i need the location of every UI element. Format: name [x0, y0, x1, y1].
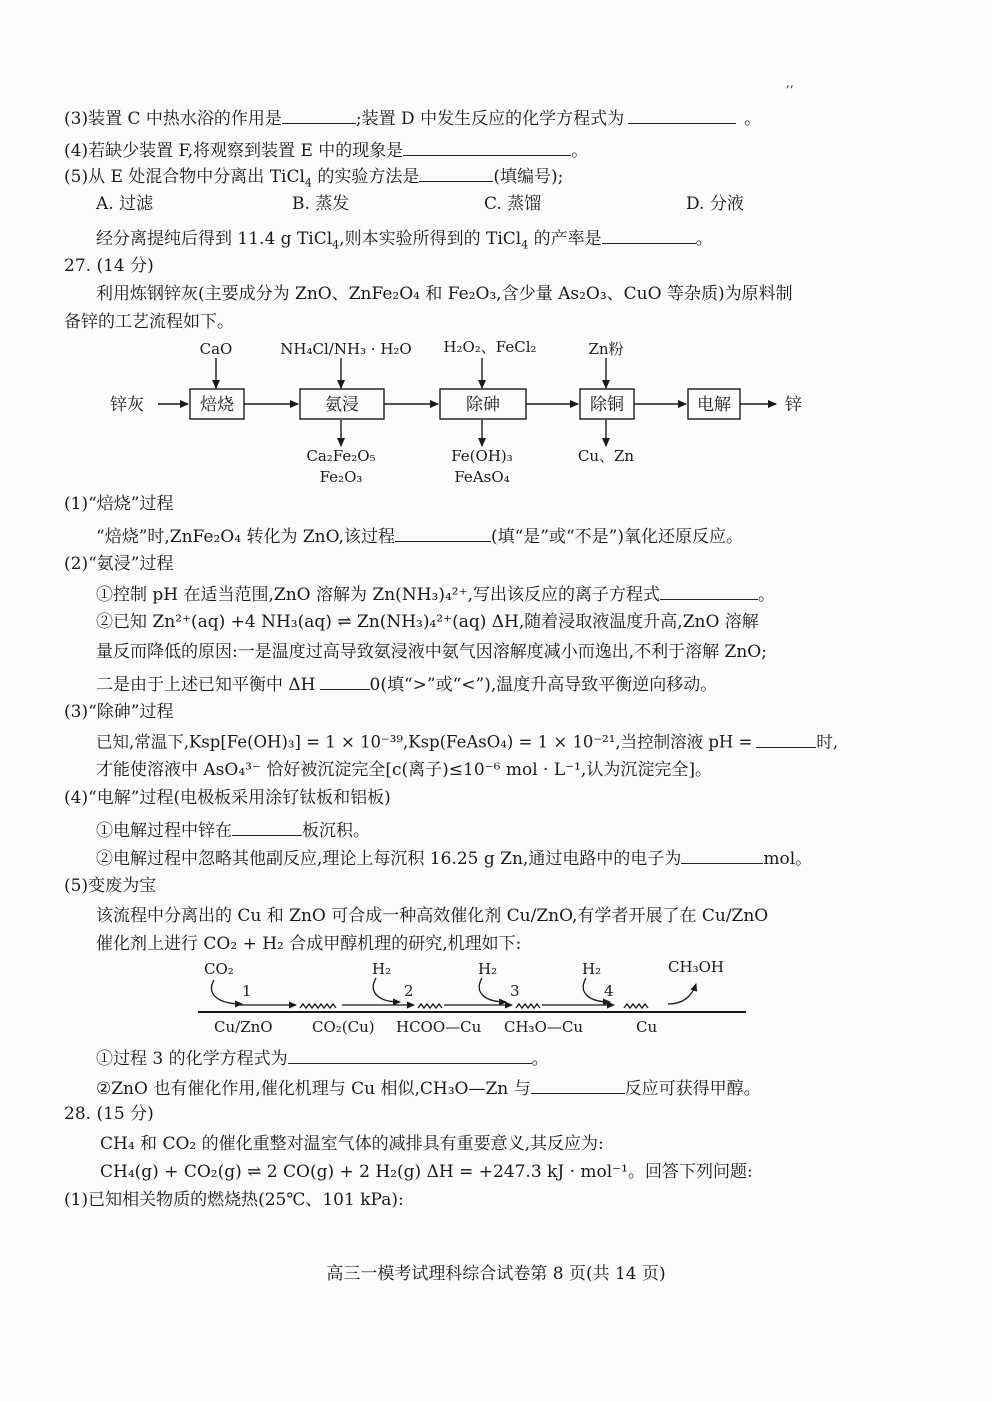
- q27-intro-1: 利用炼钢锌灰(主要成分为 ZnO、ZnFe₂O₄ 和 Fe₂O₃,含少量 As₂O₃、CuO 等杂质)为原料制: [96, 284, 793, 304]
- q27-part4-1-text-a: ①电解过程中锌在: [96, 821, 232, 841]
- q27-part1-title: (1)“焙烧”过程: [64, 494, 174, 514]
- q27-part4-2-text-a: ②电解过程中忽略其他副反应,理论上每沉积 16.25 g Zn,通过电路中的电子为: [96, 849, 682, 869]
- step-electrolysis: 电解: [697, 395, 731, 415]
- q26-part3-end: 。: [744, 109, 762, 129]
- residue-feaso4: FeAsO₄: [454, 468, 510, 486]
- step-number-2: 2: [404, 982, 414, 1000]
- subscript: 4: [332, 238, 340, 252]
- q26-part5-text-a: (5)从 E 处混合物中分离出 TiCl: [64, 167, 305, 187]
- q26-yield-text-a: 经分离提纯后得到 11.4 g TiCl: [96, 229, 333, 249]
- flow-output: 锌: [785, 395, 802, 415]
- reactant-h2-c: H₂: [582, 960, 602, 978]
- q26-yield-text-b: ,则本实验所得到的 TiCl: [339, 229, 522, 249]
- q26-option-b: B. 蒸发: [292, 194, 350, 214]
- q27-part5-1-text: ①过程 3 的化学方程式为: [96, 1049, 288, 1069]
- q27-intro-2: 备锌的工艺流程如下。: [64, 312, 234, 332]
- answer-blank[interactable]: [288, 1046, 532, 1064]
- q26-option-a: A. 过滤: [96, 194, 154, 214]
- q27-part5-line1: 该流程中分离出的 Cu 和 ZnO 可合成一种高效催化剂 Cu/ZnO,有学者开展了在 Cu/ZnO: [96, 906, 769, 926]
- reactant-curve-arrow: [479, 978, 506, 1002]
- subscript: 4: [304, 176, 312, 190]
- q27-part2-1-text: ①控制 pH 在适当范围,ZnO 溶解为 Zn(NH₃)₄²⁺,写出该反应的离子方程式: [96, 585, 660, 605]
- q27-part5-line2: 催化剂上进行 CO₂ + H₂ 合成甲醇机理的研究,机理如下:: [96, 934, 522, 954]
- q27-part4-1-text-b: 板沉积。: [302, 821, 370, 841]
- q26-yield-end: 。: [695, 229, 713, 249]
- step-number-1: 1: [242, 982, 252, 1000]
- q27-part3-title: (3)“除砷”过程: [64, 702, 174, 722]
- q26-part4-end: 。: [571, 141, 589, 161]
- q28-equation: CH₄(g) + CO₂(g) ⇌ 2 CO(g) + 2 H₂(g) ΔH = +247.3 kJ · mol⁻¹。回答下列问题:: [100, 1162, 753, 1182]
- step-number-3: 3: [510, 982, 520, 1000]
- q27-part2-2-line2: 量反而降低的原因:一是温度过高导致氨浸液中氨气因溶解度减小而逸出,不利于溶解 ZnO;: [96, 642, 767, 662]
- q26-option-c: C. 蒸馏: [484, 194, 542, 214]
- adsorbed-species-mark: [300, 1004, 336, 1008]
- adsorbed-species-mark: [516, 1004, 540, 1008]
- reagent-zn-powder: Zn粉: [588, 340, 624, 358]
- reactant-h2-a: H₂: [372, 960, 392, 978]
- q27-part5-2-text-a: ②ZnO 也有催化作用,催化机理与 Cu 相似,CH₃O—Zn 与: [96, 1079, 531, 1099]
- q27-part5-2-text-b: 反应可获得甲醇。: [624, 1079, 761, 1099]
- q26-option-d: D. 分液: [686, 194, 744, 214]
- residue-ca2fe2o5: Ca₂Fe₂O₅: [306, 447, 376, 465]
- q28-part1: (1)已知相关物质的燃烧热(25℃、101 kPa):: [64, 1190, 404, 1210]
- species-co2-cu: CO₂(Cu): [312, 1018, 375, 1036]
- step-remove-arsenic: 除砷: [466, 395, 500, 415]
- reagent-nh4cl: NH₄Cl/NH₃ · H₂O: [280, 340, 412, 358]
- q27-part4-title: (4)“电解”过程(电极板采用涂钌钛板和铝板): [64, 788, 391, 808]
- q26-part5-text-c: (填编号);: [493, 167, 564, 187]
- step-remove-copper: 除铜: [590, 395, 624, 415]
- flow-input: 锌灰: [110, 395, 144, 415]
- q27-part2-2-line1: ②已知 Zn²⁺(aq) +4 NH₃(aq) ⇌ Zn(NH₃)₄²⁺(aq) ΔH,随着浸取液温度升高,ZnO 溶解: [96, 612, 759, 632]
- q27-part1-text-a: “焙烧”时,ZnFe₂O₄ 转化为 ZnO,该过程: [96, 527, 395, 547]
- q26-part5-text-b: 的实验方法是: [311, 167, 420, 187]
- reagent-h2o2: H₂O₂、FeCl₂: [443, 338, 537, 356]
- answer-blank[interactable]: [531, 1076, 625, 1094]
- species-cu-zno: Cu/ZnO: [214, 1018, 273, 1036]
- q28-intro: CH₄ 和 CO₂ 的催化重整对温室气体的减排具有重要意义,其反应为:: [100, 1134, 604, 1154]
- reactant-h2-b: H₂: [478, 960, 498, 978]
- species-hcoo-cu: HCOO—Cu: [396, 1018, 482, 1036]
- q27-part5-1-end: 。: [531, 1049, 549, 1069]
- q27-part5-2: [96, 1076, 761, 1099]
- q27-part5-1: [96, 1046, 549, 1069]
- page-footer: 高三一模考试理科综合试卷第 8 页(共 14 页): [326, 1264, 666, 1284]
- q27-part5-title: (5)变废为宝: [64, 876, 157, 896]
- product-ch3oh: CH₃OH: [668, 958, 724, 976]
- q26-yield-text-c: 的产率是: [528, 229, 602, 249]
- q26-part4-text: (4)若缺少装置 F,将观察到装置 E 中的现象是: [64, 141, 404, 161]
- species-cu: Cu: [636, 1018, 658, 1036]
- adsorbed-species-mark: [418, 1004, 442, 1008]
- residue-fe2o3: Fe₂O₃: [319, 468, 363, 486]
- q27-part4-2-text-b: mol。: [763, 849, 813, 869]
- q27-part3-text-a: 已知,常温下,Ksp[Fe(OH)₃] = 1 × 10⁻³⁹,Ksp(FeAsO₄) = 1 × 10⁻²¹,当控制溶液 pH =: [96, 732, 753, 752]
- q27-part2-1-end: 。: [757, 585, 775, 605]
- q27-part3-text-b: 时,: [816, 732, 839, 752]
- q27-part2-2-text-d: 0(填“>”或“<”),温度升高导致平衡逆向移动。: [369, 675, 718, 695]
- residue-cu-zn: Cu、Zn: [577, 447, 635, 465]
- q27-part2-2-text-c: 二是由于上述已知平衡中 ΔH: [96, 675, 316, 695]
- residue-feoh3: Fe(OH)₃: [451, 447, 513, 465]
- adsorbed-species-mark: [624, 1004, 648, 1008]
- reactant-curve-arrow: [212, 980, 242, 1004]
- subscript: 4: [521, 238, 529, 252]
- species-ch3o-cu: CH₃O—Cu: [504, 1018, 584, 1036]
- step-number-4: 4: [604, 982, 614, 1000]
- reactant-curve-arrow: [373, 978, 400, 1002]
- q27-header: 27. (14 分): [64, 256, 154, 276]
- reactant-co2: CO₂: [204, 960, 234, 978]
- q27-part1-text-b: (填“是”或“不是”)氧化还原反应。: [490, 527, 743, 547]
- step-roast: 焙烧: [200, 395, 234, 415]
- product-curve-arrow: [668, 984, 696, 1004]
- corner-mark: ,,: [786, 76, 794, 90]
- q28-header: 28. (15 分): [64, 1104, 154, 1124]
- q27-part2-title: (2)“氨浸”过程: [64, 554, 174, 574]
- q26-part3-text-a: (3)装置 C 中热水浴的作用是: [64, 109, 282, 129]
- q27-part3-line2: 才能使溶液中 AsO₄³⁻ 恰好被沉淀完全[c(离子)≤10⁻⁶ mol · L⁻¹,认为沉淀完全]。: [96, 760, 712, 780]
- q26-part3-text-b: ;装置 D 中发生反应的化学方程式为: [355, 109, 625, 129]
- step-ammonia-leach: 氨浸: [325, 395, 359, 415]
- reagent-cao: CaO: [199, 340, 233, 358]
